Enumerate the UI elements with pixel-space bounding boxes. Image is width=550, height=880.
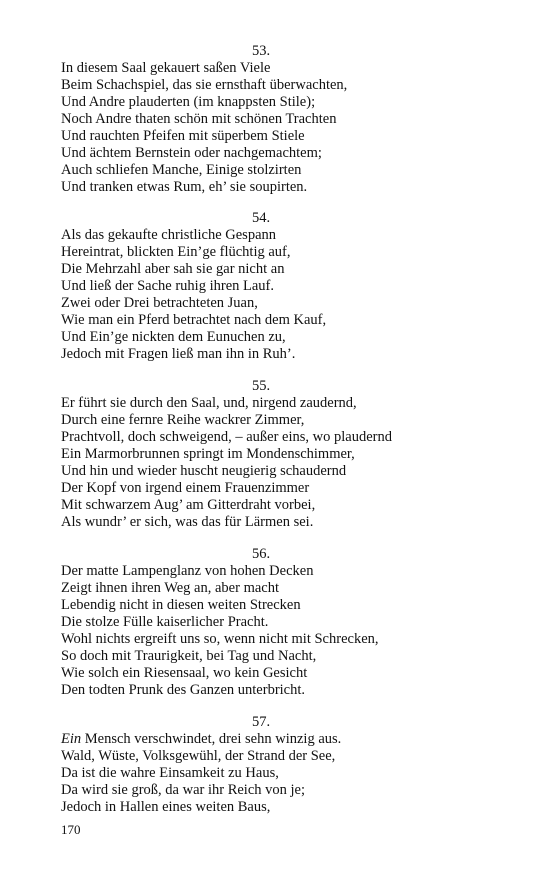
verse-line: Wie man ein Pferd betrachtet nach dem Kauf, [61, 312, 327, 328]
stanza-number: 53. [251, 43, 271, 59]
verse-line: Wald, Wüste, Volksgewühl, der Strand der See, [61, 748, 336, 764]
verse-line: Und Andre plauderten (im knappsten Stile); [61, 94, 316, 110]
verse-line: Ein Marmorbrunnen springt im Mondenschimmer, [61, 446, 355, 462]
verse-line: Mit schwarzem Aug’ am Gitterdraht vorbei, [61, 497, 316, 513]
verse-line: Der matte Lampenglanz von hohen Decken [61, 563, 314, 579]
verse-line: Auch schliefen Manche, Einige stolzirten [61, 162, 302, 178]
stanza-53 [61, 43, 531, 196]
verse-line: Als das gekaufte christliche Gespann [61, 227, 277, 243]
verse-line: In diesem Saal gekauert saßen Viele [61, 60, 271, 76]
verse-line: Als wundr’ er sich, was das für Lärmen sei. [61, 514, 314, 530]
stanza-57 [61, 714, 531, 816]
stanza-number: 56. [251, 546, 271, 562]
stanza-number: 54. [251, 210, 271, 226]
italic-word: Ein [61, 731, 82, 747]
verse-line: Und ächtem Bernstein oder nachgemachtem; [61, 145, 322, 161]
verse-line: Durch eine fernre Reihe wackrer Zimmer, [61, 412, 305, 428]
verse-line: Hereintrat, blickten Ein’ge flüchtig auf, [61, 244, 291, 260]
verse-line: Jedoch mit Fragen ließ man ihn in Ruh’. [61, 346, 296, 362]
verse-line: Wohl nichts ergreift uns so, wenn nicht mit Schrecken, [61, 631, 379, 647]
verse-line: Prachtvoll, doch schweigend, – außer eins, wo plaudernd [61, 429, 392, 445]
stanza-55 [61, 378, 531, 531]
verse-line: Den todten Prunk des Ganzen unterbricht. [61, 682, 306, 698]
stanza-56 [61, 546, 531, 699]
verse-line: Die Mehrzahl aber sah sie gar nicht an [61, 261, 285, 277]
stanza-number: 55. [251, 378, 271, 394]
verse-line: Und tranken etwas Rum, eh’ sie soupirten. [61, 179, 308, 195]
verse-line [61, 731, 531, 748]
page-number: 170 [61, 822, 81, 837]
verse-line: Der Kopf von irgend einem Frauenzimmer [61, 480, 310, 496]
verse-line: Da wird sie groß, da war ihr Reich von je; [61, 782, 306, 798]
verse-line: Und Ein’ge nickten dem Eunuchen zu, [61, 329, 286, 345]
verse-line: Beim Schachspiel, das sie ernsthaft überwachten, [61, 77, 348, 93]
verse-line: Zwei oder Drei betrachteten Juan, [61, 295, 258, 311]
stanza-number: 57. [251, 714, 271, 730]
verse-line-rest: Mensch verschwindet, drei sehn winzig aus. [81, 731, 342, 747]
verse-line: Und ließ der Sache ruhig ihren Lauf. [61, 278, 274, 294]
verse-line: Wie solch ein Riesensaal, wo kein Gesicht [61, 665, 308, 681]
verse-line: Er führt sie durch den Saal, und, nirgend zaudernd, [61, 395, 357, 411]
verse-line: Lebendig nicht in diesen weiten Strecken [61, 597, 301, 613]
stanza-54 [61, 210, 531, 363]
verse-line: Noch Andre thaten schön mit schönen Trachten [61, 111, 337, 127]
verse-line: Jedoch in Hallen eines weiten Baus, [61, 799, 271, 815]
verse-line: Und hin und wieder huscht neugierig schaudernd [61, 463, 347, 479]
verse-line: Die stolze Fülle kaiserlicher Pracht. [61, 614, 269, 630]
verse-line: Und rauchten Pfeifen mit süperbem Stiele [61, 128, 305, 144]
verse-line: Da ist die wahre Einsamkeit zu Haus, [61, 765, 279, 781]
verse-line: So doch mit Traurigkeit, bei Tag und Nacht, [61, 648, 317, 664]
verse-line: Zeigt ihnen ihren Weg an, aber macht [61, 580, 279, 596]
